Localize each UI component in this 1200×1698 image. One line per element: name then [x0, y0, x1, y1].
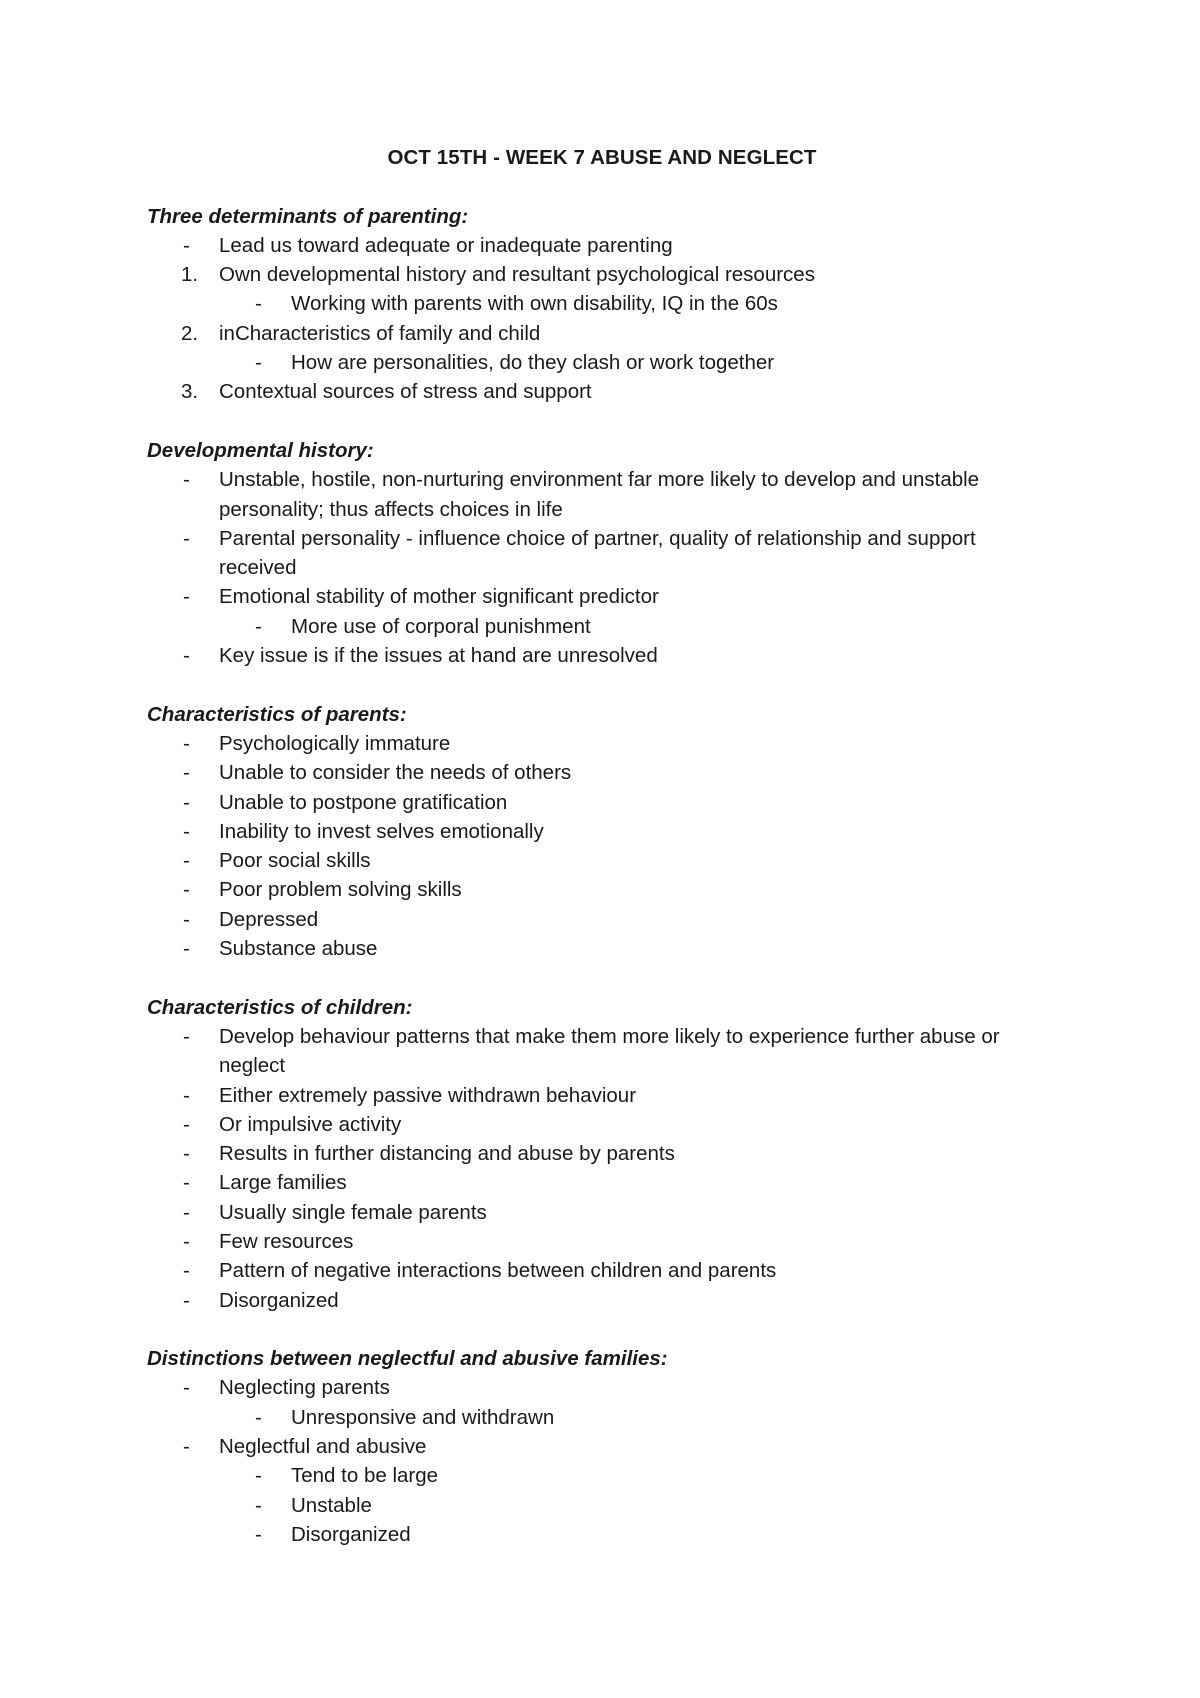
list-item-text: Inability to invest selves emotionally	[219, 819, 544, 843]
bullet-dash: -	[183, 1112, 190, 1136]
section-heading: Three determinants of parenting:	[147, 204, 469, 228]
bullet-dash: -	[183, 1229, 190, 1253]
sub-list-item-text: Tend to be large	[291, 1464, 439, 1488]
bullet-dash: -	[183, 849, 190, 873]
bullet-dash: -	[183, 907, 190, 931]
list-item	[147, 1373, 1057, 1402]
document-sections	[147, 202, 1057, 1550]
list-item-text: Either extremely passive withdrawn behaviour	[219, 1083, 637, 1107]
section	[147, 202, 1057, 407]
sub-list-item	[147, 1461, 1057, 1490]
sub-list-item	[147, 1520, 1057, 1549]
bullet-dash: -	[183, 878, 190, 902]
bullet-dash: -	[183, 1024, 190, 1048]
list-item-text: Usually single female parents	[219, 1200, 487, 1224]
section-heading: Characteristics of parents:	[147, 702, 407, 726]
sub-list-item	[147, 1403, 1057, 1432]
list-item	[147, 319, 1057, 348]
list-item-text: Lead us toward adequate or inadequate parenting	[219, 233, 673, 257]
bullet-dash: -	[183, 1200, 190, 1224]
list-item	[147, 1227, 1057, 1256]
list-item-text: Poor social skills	[219, 849, 371, 873]
bullet-dash: -	[183, 644, 190, 668]
list-item-text: Disorganized	[219, 1288, 339, 1312]
list-item	[147, 1022, 1057, 1081]
list-item-text: Develop behaviour patterns that make them more likely to experience further abuse or neglect	[219, 1024, 1000, 1078]
list-item	[147, 1110, 1057, 1139]
bullet-dash: -	[183, 937, 190, 961]
list-item-text: Neglectful and abusive	[219, 1435, 427, 1459]
list-item	[147, 1198, 1057, 1227]
list-item-text: Results in further distancing and abuse by parents	[219, 1142, 675, 1166]
sub-list-item-text: Working with parents with own disability, IQ in the 60s	[291, 292, 778, 316]
list-item	[147, 817, 1057, 846]
sub-list-item-text: Unresponsive and withdrawn	[291, 1405, 555, 1429]
bullet-dash: -	[255, 1522, 262, 1546]
bullet-dash: -	[255, 1464, 262, 1488]
bullet-dash: -	[255, 614, 262, 638]
bullet-dash: -	[183, 526, 190, 550]
list-item-text: Depressed	[219, 907, 319, 931]
list-item	[147, 260, 1057, 289]
bullet-dash: -	[183, 468, 190, 492]
document-title: OCT 15TH - WEEK 7 ABUSE AND NEGLECT	[387, 146, 817, 169]
bullet-dash: -	[183, 1288, 190, 1312]
list-item	[147, 729, 1057, 758]
sub-list-item	[147, 289, 1057, 318]
list-item	[147, 1139, 1057, 1168]
bullet-dash: -	[183, 819, 190, 843]
list-item-text: Few resources	[219, 1229, 354, 1253]
section-heading: Distinctions between neglectful and abusive families:	[147, 1347, 668, 1371]
bullet-dash: -	[183, 731, 190, 755]
list-item-text: Emotional stability of mother significant predictor	[219, 585, 659, 609]
list-item-text: Large families	[219, 1171, 347, 1195]
list-item	[147, 1168, 1057, 1197]
list-item	[147, 377, 1057, 406]
bullet-dash: -	[255, 1405, 262, 1429]
list-item-text: Unstable, hostile, non-nurturing environment far more likely to develop and unstable personality; thus affects choices in life	[219, 468, 980, 521]
list-item	[147, 846, 1057, 875]
list-item-text: Own developmental history and resultant psychological resources	[219, 263, 815, 287]
sub-list-item-text: Disorganized	[291, 1522, 411, 1546]
sub-list-item	[147, 348, 1057, 377]
list-number: 3.	[181, 380, 199, 404]
list-item	[147, 231, 1057, 260]
bullet-dash: -	[183, 1259, 190, 1283]
list-number: 2.	[181, 321, 199, 345]
list-item-text: Poor problem solving skills	[219, 878, 462, 902]
list-item	[147, 1256, 1057, 1285]
sub-list-item-text: Unstable	[291, 1493, 372, 1517]
list-item	[147, 1286, 1057, 1315]
bullet-dash: -	[183, 761, 190, 785]
bullet-dash: -	[183, 1142, 190, 1166]
list-item-text: Unable to postpone gratification	[219, 790, 508, 814]
list-item-text: Contextual sources of stress and support	[219, 380, 592, 404]
section-heading: Developmental history:	[147, 438, 374, 462]
bullet-dash: -	[255, 351, 262, 375]
section	[147, 993, 1057, 1315]
section	[147, 700, 1057, 964]
list-item	[147, 934, 1057, 963]
list-item-text: Parental personality - influence choice of partner, quality of relationship and support received	[219, 526, 976, 580]
bullet-dash: -	[183, 1376, 190, 1400]
sub-list-item-text: How are personalities, do they clash or work together	[291, 351, 775, 375]
document-content	[147, 143, 1057, 1579]
list-item-text: Pattern of negative interactions between children and parents	[219, 1259, 777, 1283]
list-item	[147, 1432, 1057, 1461]
list-number: 1.	[181, 263, 199, 287]
bullet-dash: -	[183, 1083, 190, 1107]
list-item	[147, 582, 1057, 611]
bullet-dash: -	[183, 790, 190, 814]
list-item	[147, 641, 1057, 670]
list-item-text: Unable to consider the needs of others	[219, 761, 572, 785]
list-item	[147, 905, 1057, 934]
list-item-text: inCharacteristics of family and child	[219, 321, 541, 345]
sub-list-item	[147, 612, 1057, 641]
sub-list-item	[147, 1491, 1057, 1520]
bullet-dash: -	[255, 1493, 262, 1517]
bullet-dash: -	[183, 585, 190, 609]
list-item-text: Key issue is if the issues at hand are unresolved	[219, 644, 658, 668]
bullet-dash: -	[255, 292, 262, 316]
bullet-dash: -	[183, 233, 190, 257]
bullet-dash: -	[183, 1171, 190, 1195]
list-item	[147, 875, 1057, 904]
section-heading: Characteristics of children:	[147, 995, 413, 1019]
list-item	[147, 524, 1057, 583]
bullet-dash: -	[183, 1435, 190, 1459]
list-item-text: Substance abuse	[219, 937, 378, 961]
list-item	[147, 788, 1057, 817]
sub-list-item-text: More use of corporal punishment	[291, 614, 591, 638]
list-item-text: Psychologically immature	[219, 731, 451, 755]
list-item	[147, 1081, 1057, 1110]
list-item-text: Or impulsive activity	[219, 1112, 402, 1136]
list-item-text: Neglecting parents	[219, 1376, 390, 1400]
section	[147, 436, 1057, 670]
list-item	[147, 465, 1057, 524]
list-item	[147, 758, 1057, 787]
section	[147, 1344, 1057, 1549]
